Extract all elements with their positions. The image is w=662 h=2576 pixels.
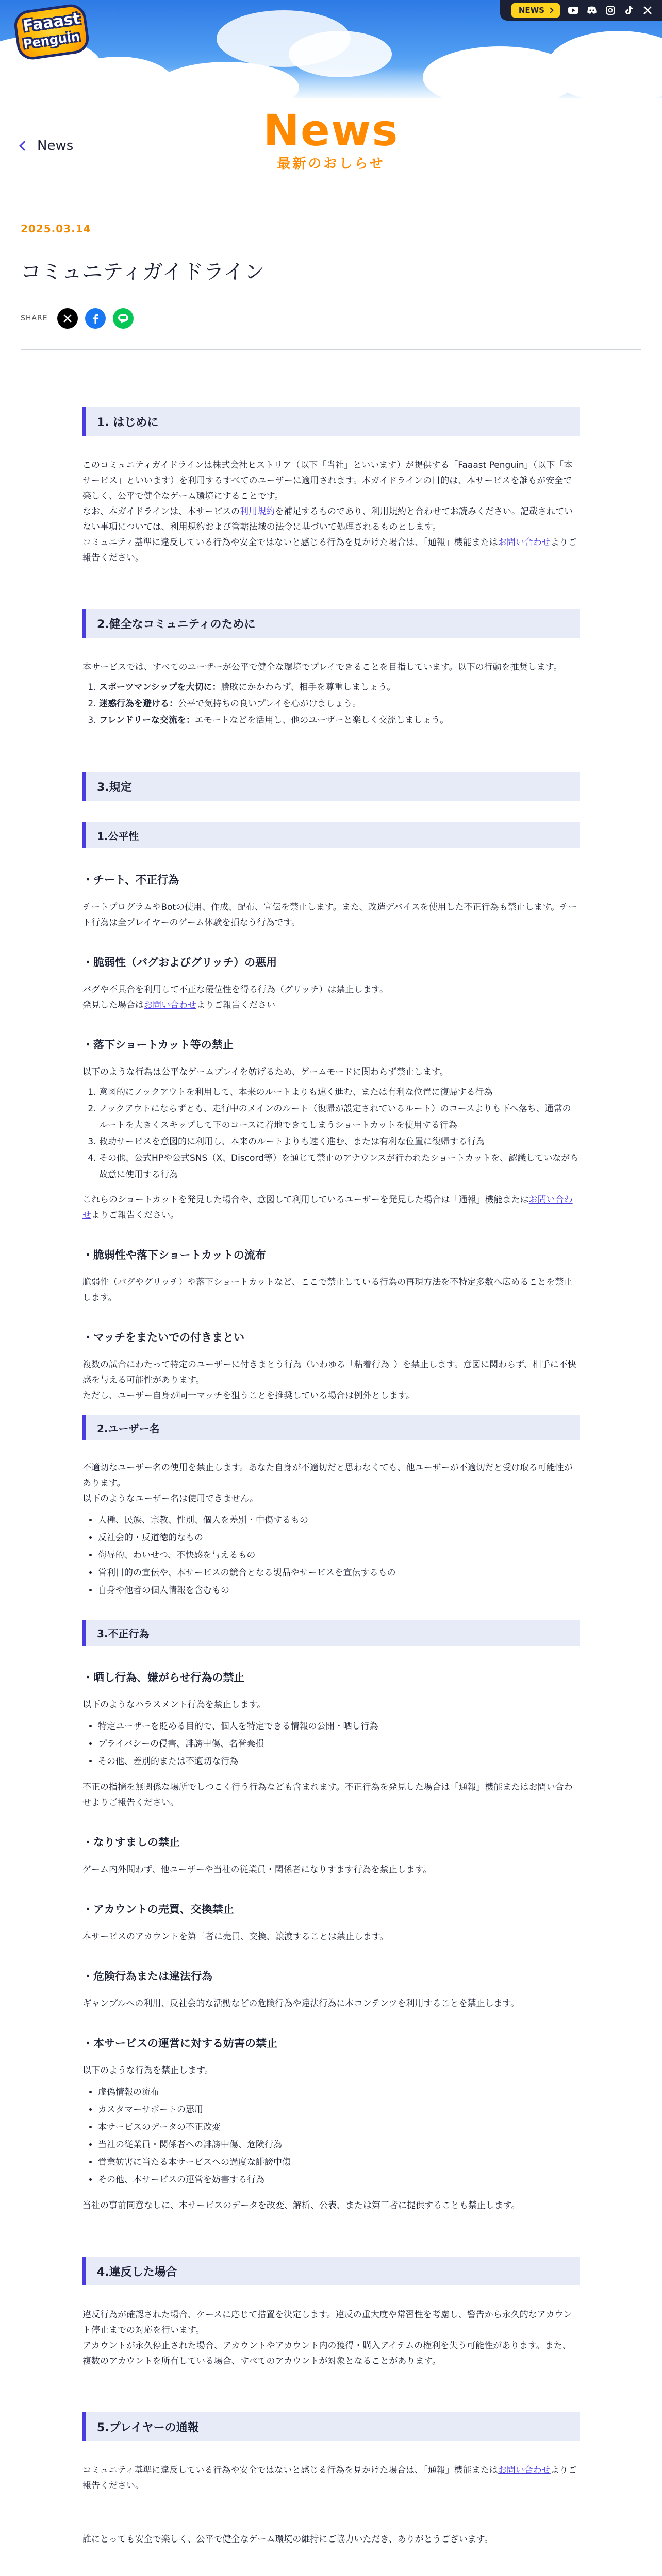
list-item: 1. 意図的にノックアウトを利用して、本来のルートよりも速く進む、または有利な位置に復帰する行為 xyxy=(99,1084,580,1100)
paragraph: このコミュニティガイドラインは株式会社ヒストリア（以下「当社」といいます）が提供する「Faaast Penguin」（以下「本サービス」といいます）を利用するすべてのユーザーに適用されます。本ガイドラインの目的は、本サービスを誰もが安全で楽しく、公平で健全なゲーム環境にすることです。 xyxy=(82,460,573,501)
rule-heading: ・アカウントの売買、交換禁止 xyxy=(82,1903,234,1916)
paragraph: ギャンブルへの利用、反社会的な活動などの危険行為や違法行為に本コンテンツを利用することを禁止します。 xyxy=(82,1998,520,2009)
paragraph: ただし、ユーザー自身が同一マッチを狙うことを推奨している場合は例外とします。 xyxy=(82,1391,415,1401)
list-item: • カスタマーサポートの悪用 xyxy=(98,2101,580,2119)
section-heading: 5.プレイヤーの通報 xyxy=(82,2412,580,2441)
section-heading: 2.健全なコミュニティのために xyxy=(82,609,580,638)
paragraph: 発見した場合はお問い合わせよりご報告ください xyxy=(82,1000,275,1010)
chevron-left-icon xyxy=(19,141,29,151)
paragraph: 脆弱性（バグやグリッチ）や落下ショートカットなど、ここで禁止している行為の再現方法を不特定多数へ広めることを禁止します。 xyxy=(82,1277,573,1303)
subsection-heading: 2.ユーザー名 xyxy=(82,1415,580,1440)
paragraph: 複数の試合にわたって特定のユーザーに付きまとう行為（いわゆる「粘着行為」）を禁止します。意図に関わらず、相手に不快感を与える可能性があります。 xyxy=(82,1360,576,1385)
paragraph: 以下のような行為を禁止します。 xyxy=(82,2065,213,2076)
list-item: 3. フレンドリーな交流を：エモートなどを活用し、他のユーザーと楽しく交流しましょう。 xyxy=(99,712,580,728)
paragraph: これらのショートカットを発見した場合や、意図して利用しているユーザーを発見した場合は「通報」機能またはお問い合わせよりご報告ください。 xyxy=(82,1195,573,1221)
section-introduction xyxy=(82,407,580,566)
youtube-icon[interactable] xyxy=(568,5,578,15)
list-item: • 営利目的の宣伝や、本サービスの競合となる製品やサービスを宣伝するもの xyxy=(98,1564,580,1582)
paragraph: バグや不具合を利用して不正な優位性を得る行為（グリッチ）は禁止します。 xyxy=(82,985,388,995)
section-heading: 3.規定 xyxy=(82,772,580,801)
list-item: • 自身や他者の個人情報を含むもの xyxy=(98,1582,580,1599)
logo-line1: Faaast xyxy=(22,9,81,36)
list-item: • その他、本サービスの運営を妨害する行為 xyxy=(98,2171,580,2189)
chevron-right-icon xyxy=(548,7,553,13)
share-line-icon[interactable] xyxy=(113,308,134,329)
contact-link[interactable]: お問い合わせ xyxy=(498,2465,551,2476)
page-title xyxy=(0,106,662,172)
list-item: • 本サービスのデータの不正改変 xyxy=(98,2119,580,2136)
list-item: 4. その他、公式HPや公式SNS（X、Discord等）を通じて禁止のアナウンスが行われたショートカットを、認識していながら故意に使用する行為 xyxy=(99,1150,580,1183)
top-nav xyxy=(500,0,662,21)
header-divider xyxy=(21,349,641,350)
paragraph: 以下のようなユーザー名は使用できません。 xyxy=(82,1494,259,1504)
section-heading: 4.違反した場合 xyxy=(82,2257,580,2285)
paragraph: コミュニティ基準に違反している行為や安全ではないと感じる行為を見かけた場合は、「通報」機能またはお問い合わせよりご報告ください。 xyxy=(82,2465,577,2491)
closing-text: 誰にとっても安全で楽しく、公平で健全なゲーム環境の維持にご協力いただき、ありがとうございます。 xyxy=(82,2534,493,2545)
harassment-list xyxy=(82,1718,580,1770)
share-x-icon[interactable] xyxy=(57,308,78,329)
paragraph: ゲーム内外問わず、他ユーザーや当社の従業員・関係者になりすます行為を禁止します。 xyxy=(82,1865,432,1875)
rule-heading: ・なりすましの禁止 xyxy=(82,1836,180,1849)
list-item: • プライバシーの侵害、誹謗中傷、名誉棄損 xyxy=(98,1735,580,1753)
list-item: 3. 救助サービスを意図的に利用し、本来のルートよりも速く進む、または有利な位置に復帰する行為 xyxy=(99,1133,580,1150)
username-list xyxy=(82,1512,580,1599)
paragraph: 当社の事前同意なしに、本サービスのデータを改変、解析、公表、または第三者に提供することも禁止します。 xyxy=(82,2200,520,2211)
recommended-list xyxy=(82,679,580,728)
share-bar xyxy=(21,308,134,329)
terms-link[interactable]: 利用規約 xyxy=(239,506,275,517)
logo-line2: Penguin xyxy=(22,29,81,52)
share-label: SHARE xyxy=(21,314,48,323)
list-item: 2. 迷惑行為を避ける：公平で気持ちの良いプレイを心がけましょう。 xyxy=(99,696,580,712)
shortcut-list xyxy=(82,1084,580,1183)
rule-heading: ・危険行為または違法行為 xyxy=(82,1970,212,1982)
list-item: • 侮辱的、わいせつ、不快感を与えるもの xyxy=(98,1547,580,1564)
discord-icon[interactable] xyxy=(587,5,597,15)
news-nav-button[interactable]: NEWS xyxy=(511,3,560,18)
list-item: 2. ノックアウトにならずとも、走行中のメインのルート（復帰が設定されているルート）のコースよりも下へ落ち、通常のルートを大きくスキップして下のコースに着地できてしまうショートカットを使用する行為 xyxy=(99,1100,580,1133)
tiktok-icon[interactable] xyxy=(624,5,634,15)
section-heading: 1. はじめに xyxy=(82,407,580,436)
paragraph: 違反行為が確認された場合、ケースに応じて措置を決定します。違反の重大度や常習性を考慮し、警告から永久的なアカウント停止までの対応を行います。 xyxy=(82,2310,572,2335)
list-item: • 反社会的・反道徳的なもの xyxy=(98,1529,580,1547)
paragraph: 本サービスのアカウントを第三者に売買、交換、譲渡することは禁止します。 xyxy=(82,1931,389,1942)
list-item: • 当社の従業員・関係者への誹謗中傷、危険行為 xyxy=(98,2136,580,2154)
rule-heading: ・脆弱性や落下ショートカットの流布 xyxy=(82,1249,266,1261)
contact-link[interactable]: お問い合わせ xyxy=(144,1000,196,1010)
list-item: • 虚偽情報の流布 xyxy=(98,2083,580,2101)
paragraph: なお、本ガイドラインは、本サービスの利用規約を補足するものであり、利用規約と合わせてお読みください。記載されていない事項については、利用規約および管轄法域の法令に基づいて処理されるものとします。 xyxy=(82,506,573,532)
paragraph: 不正の指摘を無関係な場所でしつこく行う行為なども含まれます。不正行為を発見した場合は「通報」機能またはお問い合わせよりご報告ください。 xyxy=(82,1782,573,1808)
list-item: 1. スポーツマンシップを大切に：勝敗にかかわらず、相手を尊重しましょう。 xyxy=(99,679,580,696)
article-title: コミュニティガイドライン xyxy=(21,260,265,284)
page-title-en: News xyxy=(263,105,399,156)
list-item: • その他、差別的または不適切な行為 xyxy=(98,1753,580,1770)
x-icon[interactable] xyxy=(642,5,653,15)
contact-link[interactable]: お問い合わせ xyxy=(82,1195,573,1221)
subsection-heading: 1.公平性 xyxy=(82,822,580,848)
section-rules xyxy=(82,772,580,2213)
section-reporting xyxy=(82,2412,580,2494)
paragraph: 以下のようなハラスメント行為を禁止します。 xyxy=(82,1700,266,1710)
rule-heading: ・チート、不正行為 xyxy=(82,874,179,886)
rule-heading: ・本サービスの運営に対する妨害の禁止 xyxy=(82,2037,277,2049)
rule-heading: ・晒し行為、嫌がらせ行為の禁止 xyxy=(82,1671,245,1684)
instagram-icon[interactable] xyxy=(605,5,616,15)
list-item: • 特定ユーザーを貶める目的で、個人を特定できる情報の公開・晒し行為 xyxy=(98,1718,580,1735)
rule-heading: ・脆弱性（バグおよびグリッチ）の悪用 xyxy=(82,956,277,969)
subsection-heading: 3.不正行為 xyxy=(82,1620,580,1646)
article-date: 2025.03.14 xyxy=(21,223,91,235)
paragraph: 不適切なユーザー名の使用を禁止します。あなた自身が不適切だと思わなくても、他ユーザーが不適切だと受け取る可能性があります。 xyxy=(82,1463,573,1488)
back-to-news-link[interactable]: News xyxy=(21,138,73,154)
paragraph: コミュニティ基準に違反している行為や安全ではないと感じる行為を見かけた場合は、「通報」機能またはお問い合わせよりご報告ください。 xyxy=(82,537,577,563)
article-body xyxy=(82,407,580,2547)
page-title-ja: 最新のおしらせ xyxy=(277,156,385,172)
share-facebook-icon[interactable] xyxy=(85,308,106,329)
contact-link[interactable]: お問い合わせ xyxy=(498,537,551,548)
game-logo[interactable] xyxy=(15,7,88,57)
section-healthy-community xyxy=(82,609,580,728)
paragraph: 本サービスでは、すべてのユーザーが公平で健全な環境でプレイできることを目指しています。以下の行動を推奨します。 xyxy=(82,662,562,672)
paragraph: 以下のような行為は公平なゲームプレイを妨げるため、ゲームモードに関わらず禁止します。 xyxy=(82,1067,449,1077)
rule-heading: ・落下ショートカット等の禁止 xyxy=(82,1039,234,1051)
obstruction-list xyxy=(82,2083,580,2189)
rule-heading: ・マッチをまたいでの付きまとい xyxy=(82,1331,245,1344)
paragraph: チートプログラムやBotの使用、作成、配布、宣伝を禁止します。また、改造デバイスを使用した不正行為も禁止します。チート行為は全プレイヤーのゲーム体験を損なう行為です。 xyxy=(82,902,577,928)
list-item: • 営業妨害に当たる本サービスへの過度な誹謗中傷 xyxy=(98,2154,580,2171)
paragraph: アカウントが永久停止された場合、アカウントやアカウント内の獲得・購入アイテムの権利を失う可能性があります。また、複数のアカウントを所有している場合、すべてのアカウントが対象となることがあります。 xyxy=(82,2341,571,2366)
section-violations xyxy=(82,2257,580,2369)
list-item: • 人種、民族、宗教、性別、個人を差別・中傷するもの xyxy=(98,1512,580,1529)
